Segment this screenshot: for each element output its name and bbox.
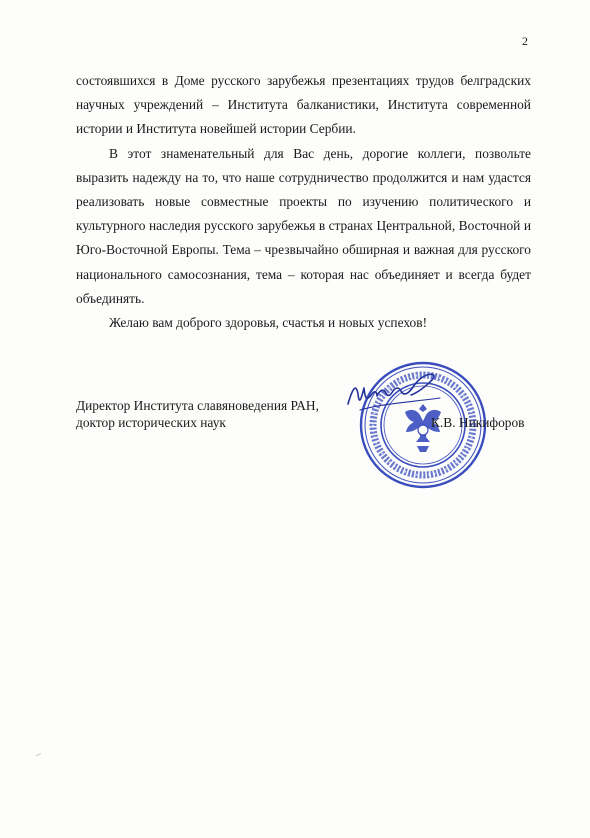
text-line: Центральной, Восточной и Юго-Восточной Европы. Тема – чрезвычайно	[76, 218, 531, 258]
handwritten-signature	[340, 370, 480, 420]
paragraph-cooperation	[76, 142, 531, 311]
text-line: обширная и важная для русского национального самосознания, тема –	[76, 242, 531, 282]
text-line: В этот знаменательный для Вас день, дорогие коллеги, позвольте	[109, 145, 531, 161]
signatory-title	[76, 397, 319, 431]
signatory-name: К.В. Никифоров	[431, 415, 525, 430]
paragraph-presentations	[76, 69, 531, 142]
paper-mark	[36, 753, 42, 757]
text-line: состоявшихся в Доме русского зарубежья презентациях трудов	[76, 73, 455, 88]
letter-body	[76, 69, 531, 335]
text-line: политического и культурного наследия русского зарубежья в странах	[76, 194, 531, 234]
page-number: 2	[522, 34, 528, 48]
text-line: которая нас объединяет и всегда будет объединять.	[76, 266, 531, 306]
text-line: белградских научных учреждений – Института балканистики, Института	[76, 73, 531, 113]
text-line: современной истории и Института новейшей истории Сербии.	[76, 97, 531, 137]
text-line: выразить надежду на то, что наше сотрудничество продолжится и нам	[76, 169, 485, 185]
text-line: удастся реализовать новые совместные проекты по изучению	[76, 169, 531, 210]
closing-wish: Желаю вам доброго здоровья, счастья и новых успехов!	[109, 315, 428, 331]
signatory-degree: доктор исторических наук	[76, 415, 226, 430]
signatory-position: Директор Института славяноведения РАН,	[76, 398, 319, 413]
